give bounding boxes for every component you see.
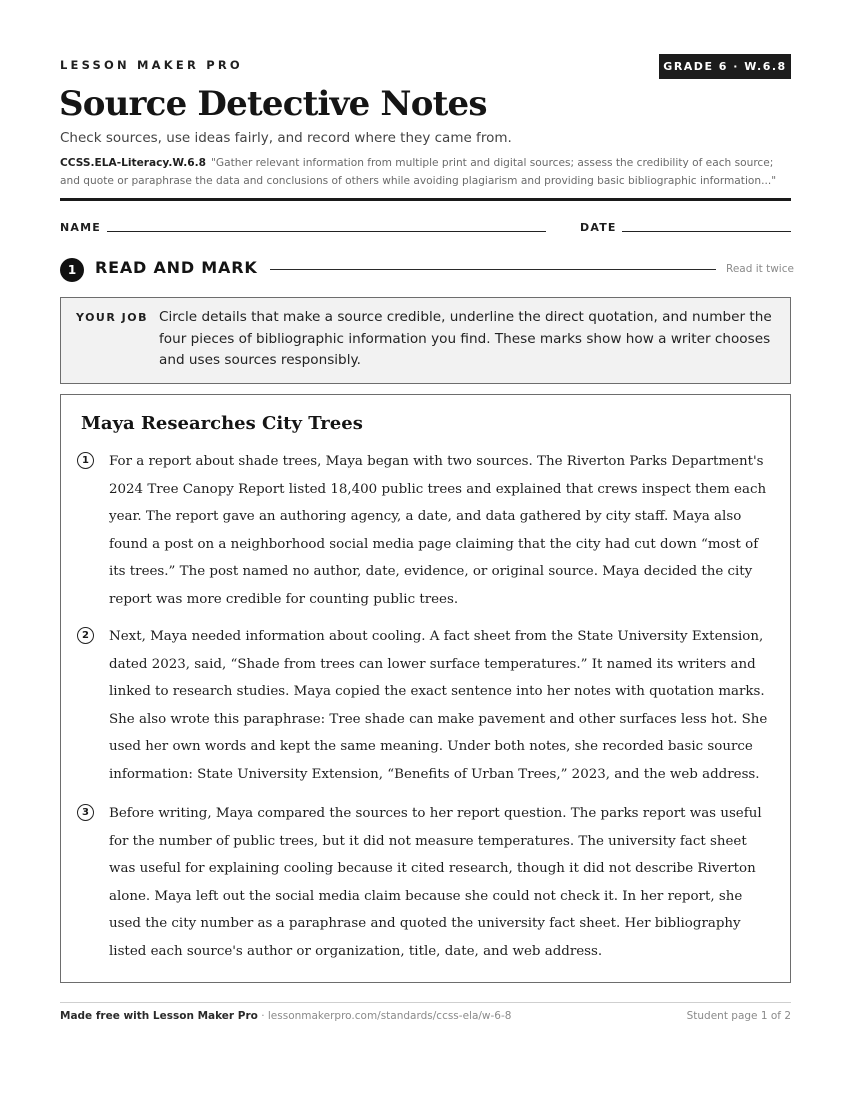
instructions-box: [60, 297, 791, 384]
paragraph-number-2: 2: [77, 627, 94, 644]
footer-made-with: Made free with Lesson Maker Pro: [60, 1010, 258, 1022]
paragraph-3: Before writing, Maya compared the sources to her report question. The parks report was useful for the number of public trees, but it did not measure temperatures. The university fact sheet was useful for explaining cooling because it cited research, though it did not describe Riverton alone. Maya left out the social media claim because she could not check it. In her report, she used the city number as a paraphrase and quoted the university fact sheet. Her bibliography listed each source's author or organization, title, date, and web address.: [109, 806, 762, 959]
reading-passage: [60, 394, 791, 983]
section-note: Read it twice: [726, 263, 794, 275]
standard-code: CCSS.ELA-Literacy.W.6.8: [60, 157, 206, 169]
page-indicator: Student page 1 of 2: [686, 1010, 791, 1022]
grade-badge: GRADE 6 · W.6.8: [659, 54, 791, 79]
section-number-badge: 1: [60, 258, 84, 282]
date-field[interactable]: [622, 231, 791, 232]
date-label: DATE: [580, 221, 617, 234]
instructions-label: YOUR JOB: [76, 311, 148, 324]
paragraph-2: Next, Maya needed information about cooling. A fact sheet from the State University Extension, dated 2023, said, “Shade from trees can lower surface temperatures.” It named its writers and linked to research studies. Maya copied the exact sentence into her notes with quotation marks. She also wrote this paraphrase: Tree shade can make pavement and other surfaces less hot. She used her own words and kept the same meaning. Under both notes, she recorded basic source information: State University Extension, “Benefits of Urban Trees,” 2023, and the web address.: [109, 629, 768, 782]
header-divider: [60, 198, 791, 201]
page-title: Source Detective Notes: [59, 84, 487, 124]
paragraph-number-3: 3: [77, 804, 94, 821]
footer-separator: ·: [257, 1010, 268, 1022]
paragraph-number-1: 1: [77, 452, 94, 469]
footer-divider: [60, 1002, 791, 1003]
section-rule: [270, 269, 716, 270]
footer-url[interactable]: lessonmakerpro.com/standards/ccss-ela/w-6-8: [267, 1010, 512, 1022]
name-label: NAME: [60, 221, 101, 234]
paragraph-1: For a report about shade trees, Maya began with two sources. The Riverton Parks Department's 2024 Tree Canopy Report listed 18,400 public trees and explained that crews inspect them each year. The report gave an authoring agency, a date, and data gathered by city staff. Maya also found a post on a neighborhood social media page claiming that the city had cut down “most of its trees.” The post named no author, date, evidence, or original source. Maya decided the city report was more credible for counting public trees.: [109, 454, 767, 607]
footer-credit: [60, 1010, 511, 1022]
page-subtitle: Check sources, use ideas fairly, and record where they came from.: [60, 130, 512, 146]
instructions-text: Circle details that make a source credible, underline the direct quotation, and number the four pieces of bibliographic information you find. These marks show how a writer chooses and uses sources responsibly.: [159, 309, 772, 368]
brand-name: LESSON MAKER PRO: [60, 58, 243, 72]
standard-block: [60, 155, 795, 190]
name-field[interactable]: [107, 231, 546, 232]
standard-text: "Gather relevant information from multiple print and digital sources; assess the credibility of each source; and quote or paraphrase the data and conclusions of others while avoiding plagiarism and providing basic bibliographic information...": [60, 157, 777, 187]
passage-title: Maya Researches City Trees: [81, 413, 363, 434]
section-title: READ AND MARK: [95, 258, 258, 277]
